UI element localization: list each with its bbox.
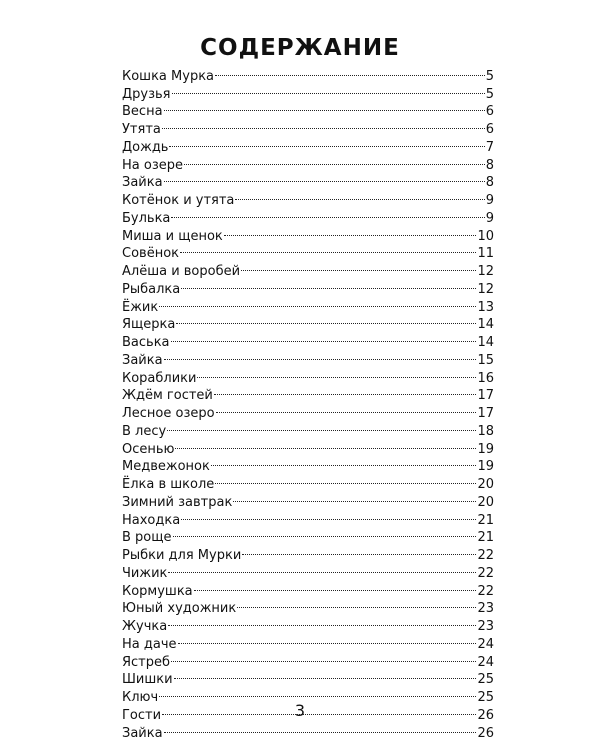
toc-entry-title: Рыбалка (122, 281, 181, 297)
toc-entry-page: 19 (477, 441, 494, 457)
toc-entry-title: Находка (122, 512, 181, 528)
toc-entry (122, 80, 494, 102)
toc-entry (122, 133, 494, 155)
toc-entry-page: 22 (477, 548, 494, 563)
dot-leader (167, 417, 476, 435)
dot-leader (197, 364, 476, 382)
dot-leader (174, 666, 477, 684)
toc-entry-title: Зимний завтрак (122, 494, 233, 510)
toc-entry-page: 21 (477, 512, 494, 528)
toc-entry (122, 364, 494, 386)
dot-leader (215, 62, 485, 80)
toc-entry-title: Ястреб (122, 654, 171, 670)
page-number: 3 (294, 701, 306, 720)
toc-entry (122, 524, 494, 546)
toc-entry-page: 10 (477, 228, 494, 244)
toc-entry-page: 24 (477, 654, 494, 670)
toc-entry (122, 151, 494, 173)
toc-entry-title: Рыбки для Мурки (122, 548, 242, 563)
toc-entry-title: Миша и щенок (122, 228, 223, 244)
toc-entry-page: 15 (477, 352, 494, 368)
dot-leader (164, 346, 477, 364)
toc-entry (122, 612, 494, 634)
dot-leader (172, 80, 485, 98)
toc-entry-page: 9 (485, 210, 494, 226)
toc-entry-title: Медвежонок (122, 459, 210, 475)
dot-leader (169, 133, 484, 151)
toc-entry-title: Васька (122, 335, 170, 350)
toc-entry-title: Чижик (122, 565, 168, 581)
toc-entry-title: Ждём гостей (122, 388, 213, 404)
toc-entry-page: 17 (477, 388, 494, 404)
toc-entry-title: Ключ (122, 690, 159, 705)
dot-leader (168, 559, 476, 577)
toc-entry (122, 683, 494, 705)
toc-entry-title: Зайка (122, 725, 163, 741)
toc-entry (122, 435, 494, 457)
toc-entry (122, 328, 494, 350)
toc-entry-title: Лесное озеро (122, 406, 215, 421)
table-of-contents (122, 62, 494, 741)
toc-entry (122, 453, 494, 475)
toc-entry (122, 204, 494, 226)
toc-entry-title: Булька (122, 210, 171, 226)
dot-leader (175, 435, 476, 453)
toc-entry-page: 22 (477, 565, 494, 581)
toc-entry-page: 23 (477, 619, 494, 634)
dot-leader (171, 648, 476, 666)
toc-entry-title: Дождь (122, 139, 169, 155)
toc-entry-page: 14 (477, 335, 494, 350)
toc-entry-title: Жучка (122, 619, 168, 634)
dot-leader (194, 577, 477, 595)
toc-entry-page: 12 (477, 281, 494, 297)
dot-leader (233, 488, 476, 506)
toc-entry-page: 21 (477, 530, 494, 546)
toc-entry-page: 17 (477, 406, 494, 421)
dot-leader (242, 541, 476, 559)
toc-entry-page: 19 (477, 459, 494, 475)
toc-entry (122, 62, 494, 84)
dot-leader (235, 186, 484, 204)
toc-entry (122, 417, 494, 439)
dot-leader (181, 506, 476, 524)
toc-entry-page: 7 (485, 139, 494, 155)
dot-leader (159, 293, 476, 311)
toc-entry-page: 5 (485, 68, 494, 84)
toc-entry-title: Гости (122, 707, 162, 723)
dot-leader (176, 311, 476, 329)
toc-entry-title: Кормушка (122, 583, 193, 599)
toc-entry-title: Алёша и воробей (122, 264, 241, 279)
toc-entry-page: 25 (477, 690, 494, 705)
dot-leader (241, 257, 476, 275)
toc-entry-title: Ёжик (122, 299, 159, 315)
toc-entry-title: На даче (122, 636, 177, 652)
dot-leader (173, 524, 477, 542)
toc-entry-page: 20 (477, 477, 494, 492)
toc-entry (122, 559, 494, 581)
dot-leader (181, 275, 476, 293)
toc-entry-title: Утята (122, 122, 161, 137)
toc-entry (122, 346, 494, 368)
toc-entry-title: Зайка (122, 352, 163, 368)
dot-leader (216, 399, 477, 417)
toc-entry (122, 115, 494, 137)
toc-entry-title: Кошка Мурка (122, 68, 215, 84)
toc-entry-page: 22 (477, 583, 494, 599)
toc-entry (122, 311, 494, 333)
dot-leader (211, 453, 477, 471)
toc-entry-title: Ёлка в школе (122, 477, 215, 492)
dot-leader (214, 382, 477, 400)
toc-entry-page: 9 (485, 193, 494, 208)
toc-entry-title: В роще (122, 530, 172, 546)
toc-entry-title: Котёнок и утята (122, 193, 235, 208)
toc-entry-title: Совёнок (122, 246, 179, 262)
toc-entry-page: 16 (477, 370, 494, 386)
toc-entry-page: 23 (477, 601, 494, 617)
toc-entry (122, 98, 494, 120)
toc-entry-title: Весна (122, 104, 163, 120)
dot-leader (171, 204, 484, 222)
toc-entry-title: В лесу (122, 423, 167, 439)
dot-leader (215, 470, 476, 488)
toc-entry (122, 222, 494, 244)
toc-entry (122, 293, 494, 315)
toc-entry-page: 12 (477, 264, 494, 279)
dot-leader (237, 595, 476, 613)
page-title: СОДЕРЖАНИЕ (200, 35, 400, 61)
toc-entry (122, 541, 494, 563)
toc-entry-page: 5 (485, 86, 494, 102)
dot-leader (178, 630, 477, 648)
dot-leader (171, 328, 477, 346)
toc-entry-page: 11 (477, 246, 494, 262)
toc-entry-page: 24 (477, 636, 494, 652)
dot-leader (162, 115, 485, 133)
dot-leader (184, 151, 485, 169)
toc-entry-title: Осенью (122, 441, 175, 457)
dot-leader (164, 169, 485, 187)
toc-entry-page: 26 (477, 725, 494, 741)
dot-leader (164, 98, 485, 116)
toc-entry (122, 169, 494, 191)
dot-leader (224, 222, 477, 240)
toc-entry-title: Друзья (122, 86, 171, 102)
toc-entry-title: Юный художник (122, 601, 237, 617)
dot-leader (168, 612, 476, 630)
dot-leader (159, 683, 476, 701)
toc-entry-page: 20 (477, 494, 494, 510)
toc-entry (122, 186, 494, 208)
toc-entry-page: 8 (485, 175, 494, 191)
toc-entry (122, 666, 494, 688)
toc-entry-page: 26 (477, 707, 494, 723)
dot-leader (180, 240, 476, 258)
toc-entry (122, 630, 494, 652)
toc-entry-page: 6 (485, 104, 494, 120)
toc-entry-page: 13 (477, 299, 494, 315)
toc-entry (122, 577, 494, 599)
toc-entry-page: 8 (485, 157, 494, 173)
toc-entry-title: Шишки (122, 672, 173, 688)
toc-entry-title: На озере (122, 157, 183, 173)
toc-entry-page: 18 (477, 423, 494, 439)
toc-entry-page: 6 (485, 122, 494, 137)
toc-entry (122, 648, 494, 670)
toc-entry-title: Зайка (122, 175, 163, 191)
toc-entry-page: 25 (477, 672, 494, 688)
toc-entry-title: Ящерка (122, 317, 176, 333)
toc-entry-page: 14 (477, 317, 494, 333)
toc-entry-title: Кораблики (122, 370, 197, 386)
